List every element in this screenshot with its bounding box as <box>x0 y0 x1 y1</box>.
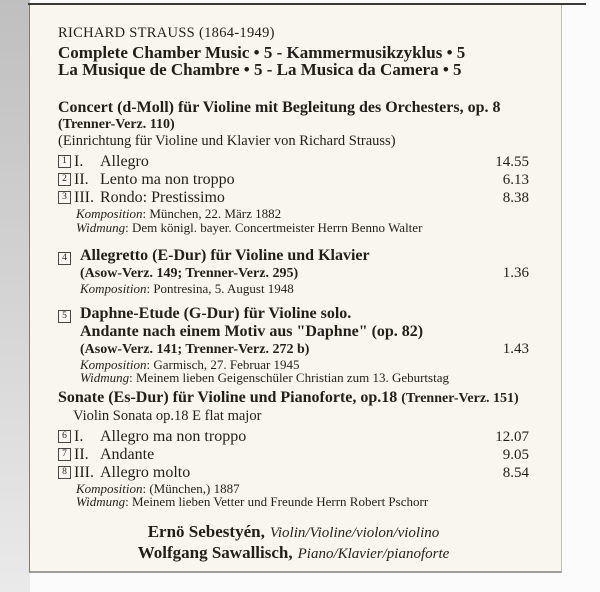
track-duration: 6.13 <box>502 172 529 188</box>
work-catalog-number: (Asow-Verz. 141; Trenner-Verz. 272 b) <box>80 341 310 357</box>
dedication-note <box>76 221 529 235</box>
movement-title: Allegro ma non troppo <box>100 427 247 445</box>
track-row <box>58 189 529 207</box>
track-row <box>58 446 529 464</box>
performer-name: Wolfgang Sawallisch, <box>137 543 293 562</box>
dedication-note <box>80 371 529 385</box>
composition-note <box>80 358 529 372</box>
work-catalog-number: (Trenner-Verz. 151) <box>401 390 519 406</box>
work-subtitle: (Einrichtung für Violine und Klavier von Richard Strauss) <box>58 133 396 149</box>
work-title: Daphne-Etude (G-Dur) für Violine solo. <box>80 304 352 322</box>
booklet-page <box>29 5 562 573</box>
note-label: Komposition <box>80 281 147 296</box>
movement-numeral: I. <box>74 153 84 170</box>
note-text: : Garmisch, 27. Februar 1945 <box>146 356 300 372</box>
work-subtitle: Violin Sonata op.18 E flat major <box>73 407 262 424</box>
note-text: : Pontresina, 5. August 1948 <box>146 281 294 296</box>
track-number-box: 1 <box>58 155 71 168</box>
performer-roles: Piano/Klavier/pianoforte <box>297 546 450 562</box>
album-title <box>58 45 529 78</box>
work-sonate <box>58 389 529 509</box>
composition-note <box>76 482 529 496</box>
performer-roles: Violin/Violine/violon/violino <box>269 524 440 541</box>
note-text: : Meinem lieben Vetter und Freunde Herrn Robert Pschorr <box>125 494 429 509</box>
work-catalog-row <box>80 341 529 358</box>
movement-numeral: III. <box>74 463 94 481</box>
track-duration: 8.54 <box>502 464 529 481</box>
work-daphne-etude <box>58 305 529 385</box>
note-text: : München, 22. März 1882 <box>142 206 282 221</box>
movement-numeral: II. <box>74 445 89 463</box>
note-label: Komposition <box>80 356 147 372</box>
dedication-note <box>76 495 529 509</box>
performer-name: Ernö Sebestyén, <box>147 521 265 541</box>
track-duration: 9.05 <box>502 446 529 463</box>
work-title: Concert (d-Moll) für Violine mit Begleitung des Orchesters, op. 8 <box>58 99 501 116</box>
track-number-box: 3 <box>58 191 71 204</box>
work-title: Allegretto (E-Dur) für Violine und Klavier <box>80 247 370 264</box>
movement-title: Lento ma non troppo <box>100 171 235 188</box>
note-text: : (München,) 1887 <box>142 480 240 496</box>
track-number-box: 4 <box>58 252 71 265</box>
movement-title: Rondo: Prestissimo <box>100 189 225 206</box>
work-allegretto <box>58 247 529 296</box>
track-row <box>58 464 529 482</box>
composition-note <box>80 282 529 296</box>
track-duration: 1.43 <box>502 340 529 357</box>
performer-line <box>58 522 529 544</box>
track-row <box>58 153 529 171</box>
work-title-line2: Andante nach einem Motiv aus "Daphne" (op. 82) <box>80 322 424 340</box>
track-duration: 14.55 <box>495 154 529 170</box>
track-number-box: 5 <box>58 310 71 323</box>
performers <box>58 522 529 565</box>
track-row <box>58 428 529 446</box>
track-list <box>58 428 529 482</box>
composition-note <box>76 207 529 221</box>
note-text: : Dem königl. bayer. Concertmeister Herrn Benno Walter <box>125 219 423 235</box>
track-duration: 8.38 <box>502 190 529 206</box>
work-notes <box>76 207 529 234</box>
movement-numeral: III. <box>74 189 94 206</box>
track-duration: 1.36 <box>502 265 529 281</box>
work-title-main: Sonate (Es-Dur) für Violine und Pianoforte, op.18 <box>58 388 398 406</box>
movement-title: Allegro molto <box>100 463 191 481</box>
work-title <box>58 389 529 408</box>
track-number-box: 2 <box>58 173 71 186</box>
note-label: Widmung <box>76 494 126 509</box>
composer-name: RICHARD STRAUSS (1864-1949) <box>58 25 275 41</box>
work-concert <box>58 99 529 234</box>
movement-numeral: II. <box>74 171 89 188</box>
note-label: Komposition <box>76 206 143 221</box>
work-catalog-number: (Trenner-Verz. 110) <box>58 117 175 132</box>
track-row <box>58 171 529 189</box>
album-title-line2: La Musique de Chambre • 5 - La Musica da Camera • 5 <box>58 59 462 79</box>
track-list <box>58 153 529 207</box>
note-label: Komposition <box>76 480 143 496</box>
note-label: Widmung <box>76 219 126 235</box>
album-title-line1: Complete Chamber Music • 5 - Kammermusikzyklus • 5 <box>58 43 466 62</box>
work-catalog-row <box>80 265 529 282</box>
work-catalog-number: (Asow-Verz. 149; Trenner-Verz. 295) <box>80 266 299 281</box>
note-label: Widmung <box>80 370 130 385</box>
work-notes <box>76 482 529 509</box>
track-duration: 12.07 <box>495 428 529 445</box>
track-number-box: 8 <box>58 466 71 479</box>
scan-left-edge-shadow <box>0 0 30 592</box>
movement-title: Andante <box>100 445 155 463</box>
movement-title: Allegro <box>100 153 149 170</box>
track-number-box: 6 <box>58 430 71 443</box>
performer-line <box>58 543 529 565</box>
note-text: : Meinem lieben Geigenschüler Christian zum 13. Geburtstag <box>129 370 449 385</box>
movement-numeral: I. <box>74 427 84 445</box>
track-number-box: 7 <box>58 448 71 461</box>
